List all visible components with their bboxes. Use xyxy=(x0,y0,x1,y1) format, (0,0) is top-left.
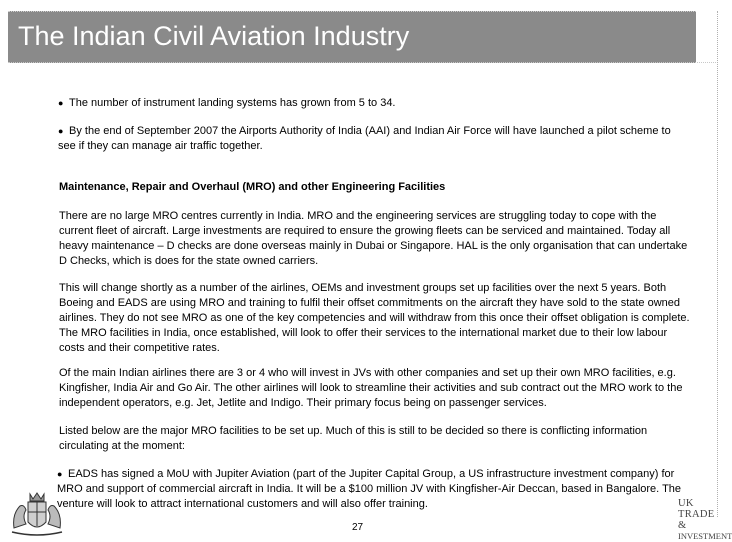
logo-line: INVESTMENT xyxy=(678,531,732,541)
bullet-icon: ● xyxy=(58,98,64,108)
bullet-text: By the end of September 2007 the Airports Authority of India (AAI) and Indian Air Force will have launched a pilot scheme to see if they can manage air traffic together. xyxy=(58,125,671,152)
paragraph: This will change shortly as a number of the airlines, OEMs and investment groups set up facilities over the next 5 years. Both Boeing and EADS are using MRO and training to fulfil their offset commitments on the aircraft they have sold to the state owned airlines. They do not see MRO as one of the key competencies and will withdraw from this once their offset obligation is complete. The MRO facilities in India, once established, will look to offer their services to the international market due to their low labour costs and their competitive rates. xyxy=(59,282,690,354)
bullet-text: EADS has signed a MoU with Jupiter Aviation (part of the Jupiter Capital Group, a US infrastructure investment company) for MRO and support of commercial aircraft in India. It will be a $100 million JV with Kingfisher-Air Deccan, based in Bangalore. The venture will look to attract international customers and will also offer training. xyxy=(57,468,682,510)
logo-line: TRADE xyxy=(678,509,715,520)
bullet-item xyxy=(57,467,682,512)
bullet-item xyxy=(58,124,683,154)
bullet-icon: ● xyxy=(58,126,64,136)
bullet-text: The number of instrument landing systems has grown from 5 to 34. xyxy=(69,97,396,109)
paragraph: There are no large MRO centres currently in India. MRO and the engineering services are struggling today to cope with the current fleet of aircraft. Large investments are required to ensure the growing fleets can be serviced and maintained. Today all heavy maintenance – D checks are done overseas mainly in Dubai or Singapore. HAL is the only organisation that can undertake D Checks, which is does for the state owned carriers. xyxy=(59,210,688,267)
bullet-icon: ● xyxy=(57,469,63,479)
logo-line: & xyxy=(678,520,687,531)
page-number: 27 xyxy=(352,522,364,533)
paragraph: Of the main Indian airlines there are 3 or 4 who will invest in JVs with other companies and set up their own MRO facilities, e.g. Kingfisher, India Air and Go Air. The other airlines will look to streamline their activities and sub contract out the MRO work to the independent operators, e.g. Jet, Jetlite and Indigo. Their primary focus being on passenger services. xyxy=(59,367,683,409)
right-border xyxy=(717,11,718,517)
title-bar xyxy=(8,11,696,63)
logo-line: UK xyxy=(678,498,694,509)
title-underline xyxy=(8,62,716,63)
bullet-item xyxy=(58,96,678,111)
paragraph: Listed below are the major MRO facilities to be set up. Much of this is still to be decided so there is conflicting information circulating at the moment: xyxy=(59,425,648,452)
royal-crest-icon xyxy=(6,488,68,538)
section-heading: Maintenance, Repair and Overhaul (MRO) and other Engineering Facilities xyxy=(59,181,446,193)
page-title: The Indian Civil Aviation Industry xyxy=(18,21,410,51)
ukti-logo xyxy=(678,498,732,541)
